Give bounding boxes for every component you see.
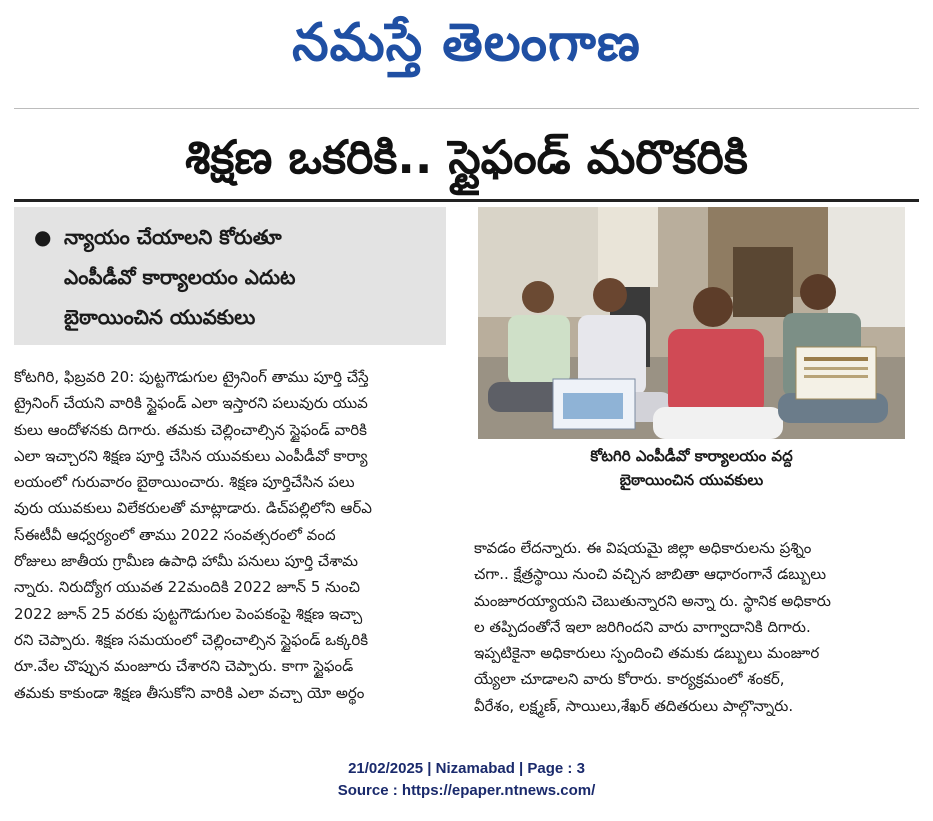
article-line: కోటగిరి, ఫిబ్రవరి 20: పుట్టగౌడుగుల ట్రైనింగ్ తాము పూర్తి చేస్తే <box>14 368 369 386</box>
headline: శిక్షణ ఒకరికి.. స్టైఫండ్ మరొకరికి <box>185 130 748 184</box>
article-line: న్నారు. నిరుద్యోగ యువత 22మందికి 2022 జూన్ 5 నుంచి <box>14 578 360 597</box>
article-line: య్యేలా చూడాలని వారు కోరారు. కార్యక్రమంలో శంకర్, <box>474 670 785 689</box>
article-line: ఇప్పటికైనా అధికారులు స్పందించి తమకు డబ్బులు మంజూర <box>474 644 820 663</box>
article-line: లయంలో గురువారం బైఠాయించారు. శిక్షణ పూర్తిచేసిన పలు <box>14 473 355 492</box>
masthead-divider <box>14 108 919 109</box>
article-line: వురు యువకులు విలేకరులతో మాట్లాడారు. డిచ్‌పల్లిలోని ఆర్‌ఎ <box>14 499 372 518</box>
article-line: తమకు కాకుండా శిక్షణ తీసుకోని వారికి ఎలా వచ్చా యో అర్థం <box>14 683 365 702</box>
article-line: రూ.వేల చొప్పున మంజూరు చేశారని చెప్పారు. కాగా స్టైఫండ్ <box>14 657 354 676</box>
subhead-line: బైఠాయించిన యువకులు <box>64 305 256 329</box>
article-line: కావడం లేదన్నారు. ఈ విషయమై జిల్లా అధికారులను ప్రశ్నిం <box>474 539 812 557</box>
article-line: స్‌ఈటీవీ ఆధ్వర్యంలో తాము 2022 సంవత్సరంలో వంద <box>14 525 336 544</box>
photo-caption <box>478 444 905 492</box>
article-line: కులు ఆందోళనకు దిగారు. తమకు చెల్లించాల్సిన స్టైఫండ్ వారికి <box>14 420 367 439</box>
article-line: 2022 జూన్ 25 వరకు పుట్టగౌడుగుల పెంపకంపై శిక్షణ ఇచ్చా <box>14 604 363 623</box>
footer-edition-info: 21/02/2025 | Nizamabad | Page : 3 <box>348 760 585 777</box>
article-line: మంజూరయ్యాయని చెబుతున్నారని అన్నా రు. స్థానిక అధికారు <box>474 591 831 610</box>
subhead-box <box>14 207 446 345</box>
article-column-left <box>14 364 450 706</box>
article-line: రని చెప్పారు. శిక్షణ సమయంలో చెల్లించాల్సిన స్టైఫండ్ ఒక్కరికి <box>14 630 369 649</box>
masthead-title: నమస్తే తెలంగాణ <box>292 13 641 73</box>
page-footer <box>0 758 933 802</box>
article-line: ల తప్పిదంతోనే ఇలా జరిగిందని వారు వాగ్వాదానికి దిగారు. <box>474 617 811 636</box>
subhead-line: ఎంపీడీవో కార్యాలయం ఎదుట <box>64 265 296 289</box>
article-line: వీరేశం, లక్ష్మణ్, సాయిలు,శేఖర్ తదితరులు పాల్గొన్నారు. <box>474 696 794 715</box>
protest-photo <box>478 207 905 439</box>
article-column-right <box>474 535 906 719</box>
headline-rule <box>14 199 919 202</box>
bullet-icon: ● <box>34 225 52 249</box>
subhead-line: న్యాయం చేయాలని కోరుతూ <box>64 225 282 249</box>
caption-line: కోటగిరి ఎంపీడీవో కార్యాలయం వద్ద <box>590 447 793 465</box>
article-line: చగా.. క్షేత్రస్థాయి నుంచి వచ్చిన జాబితా ఆధారంగానే డబ్బులు <box>474 565 827 584</box>
article-line: ఎలా ఇచ్చారని శిక్షణ పూర్తి చేసిన యువకులు ఎంపీడీవో కార్యా <box>14 446 368 465</box>
article-line: ట్రైనింగ్ చేయని వారికి స్టైఫండ్ ఎలా ఇస్తారని పలువురు యువ <box>14 394 368 413</box>
article-line: రోజులు జాతీయ గ్రామీణ ఉపాధి హామీ పనులు పూర్తి చేశామ <box>14 552 358 571</box>
footer-source-link[interactable]: Source : https://epaper.ntnews.com/ <box>337 782 596 799</box>
subhead-text <box>64 217 295 337</box>
caption-line: బైఠాయించిన యువకులు <box>619 471 764 489</box>
